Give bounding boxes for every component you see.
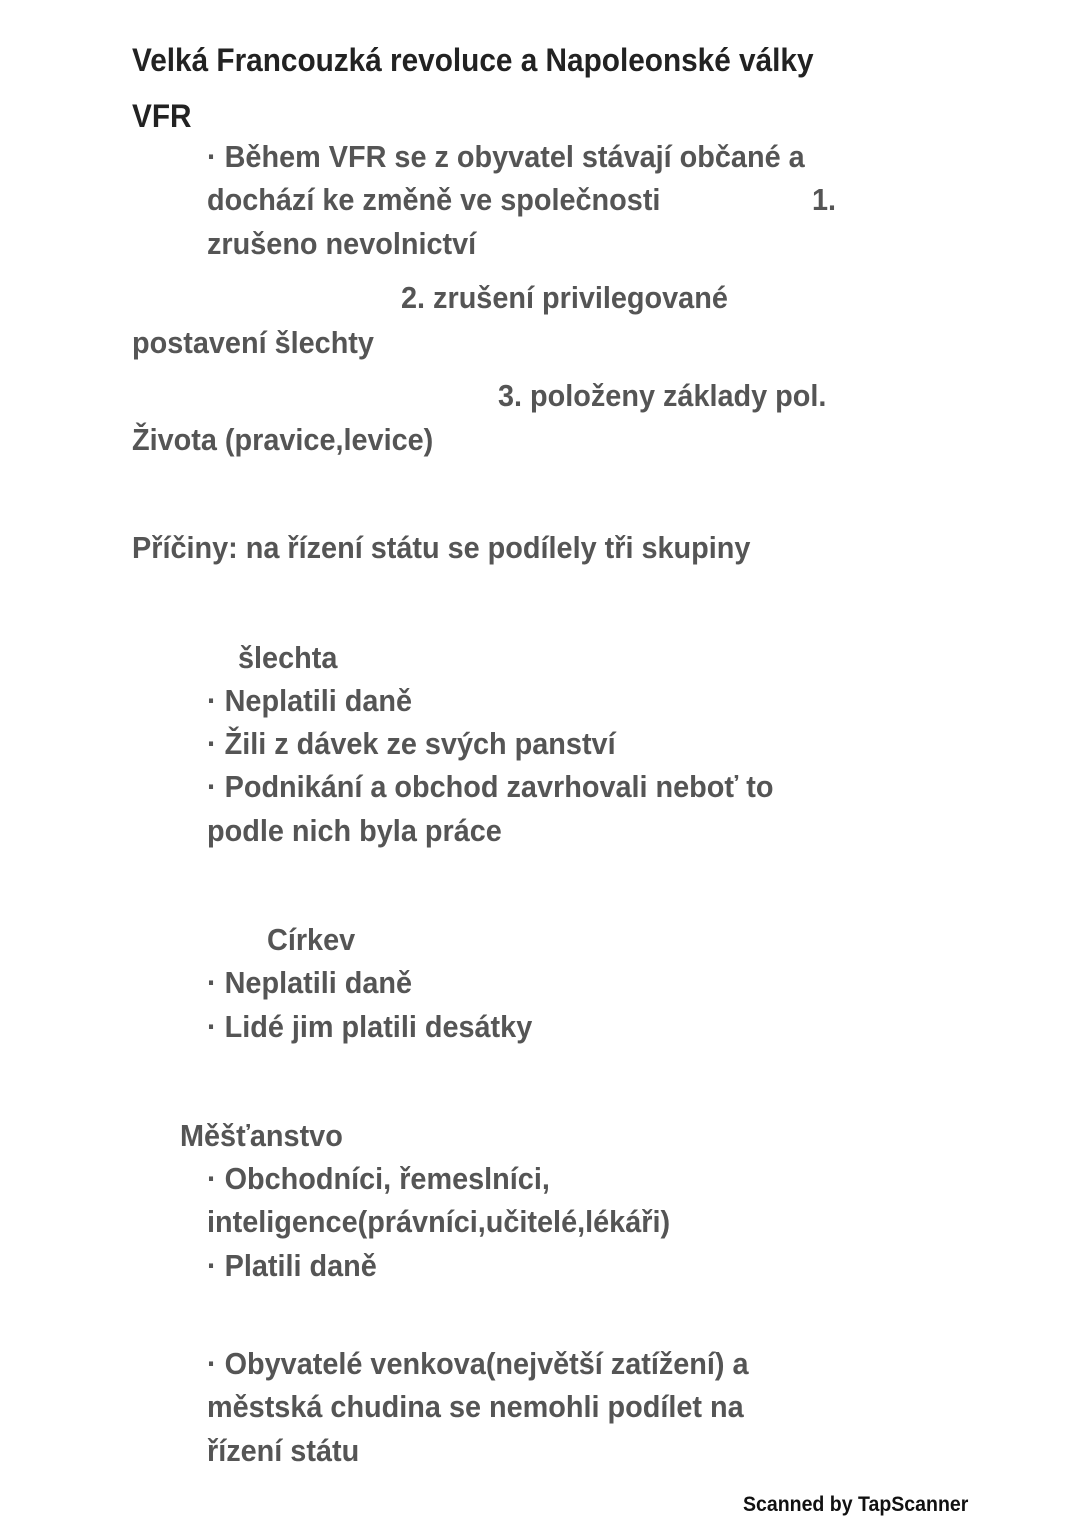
list-item: inteligence(právníci,učitelé,lékáři) bbox=[207, 1204, 671, 1239]
group-heading: Církev bbox=[267, 922, 356, 957]
list-item: · Obchodníci, řemeslníci, bbox=[207, 1161, 550, 1196]
list-item: městská chudina se nemohli podílet na bbox=[207, 1389, 744, 1424]
list-item: · Neplatili daně bbox=[207, 965, 413, 1000]
point-text: 2. zrušení privilegované bbox=[401, 280, 728, 315]
point-text: zrušeno nevolnictví bbox=[207, 226, 477, 261]
list-item: · Neplatili daně bbox=[207, 683, 413, 718]
list-item: · Platili daně bbox=[207, 1248, 377, 1283]
list-item: · Žili z dávek ze svých panství bbox=[207, 726, 616, 761]
point-text: postavení šlechty bbox=[132, 325, 374, 360]
group-heading: šlechta bbox=[238, 640, 338, 675]
intro-line: dochází ke změně ve společnosti bbox=[207, 182, 661, 217]
group-heading: Měšťanstvo bbox=[180, 1118, 343, 1153]
list-item: · Podnikání a obchod zavrhovali neboť to bbox=[207, 769, 774, 804]
list-item: řízení státu bbox=[207, 1433, 360, 1468]
document-title: Velká Francouzká revoluce a Napoleonské války bbox=[132, 42, 814, 78]
list-item: · Obyvatelé venkova(největší zatížení) a bbox=[207, 1346, 749, 1381]
causes-heading: Příčiny: na řízení státu se podílely tři skupiny bbox=[132, 530, 751, 565]
intro-line: · Během VFR se z obyvatel stávají občané a bbox=[207, 139, 805, 174]
list-item: · Lidé jim platili desátky bbox=[207, 1009, 533, 1044]
point-number: 1. bbox=[812, 182, 837, 217]
point-text: 3. položeny základy pol. bbox=[498, 378, 827, 413]
list-item: podle nich byla práce bbox=[207, 813, 502, 848]
section-heading: VFR bbox=[132, 98, 192, 134]
scanner-watermark: Scanned by TapScanner bbox=[742, 1493, 968, 1516]
point-text: Života (pravice,levice) bbox=[132, 422, 434, 457]
